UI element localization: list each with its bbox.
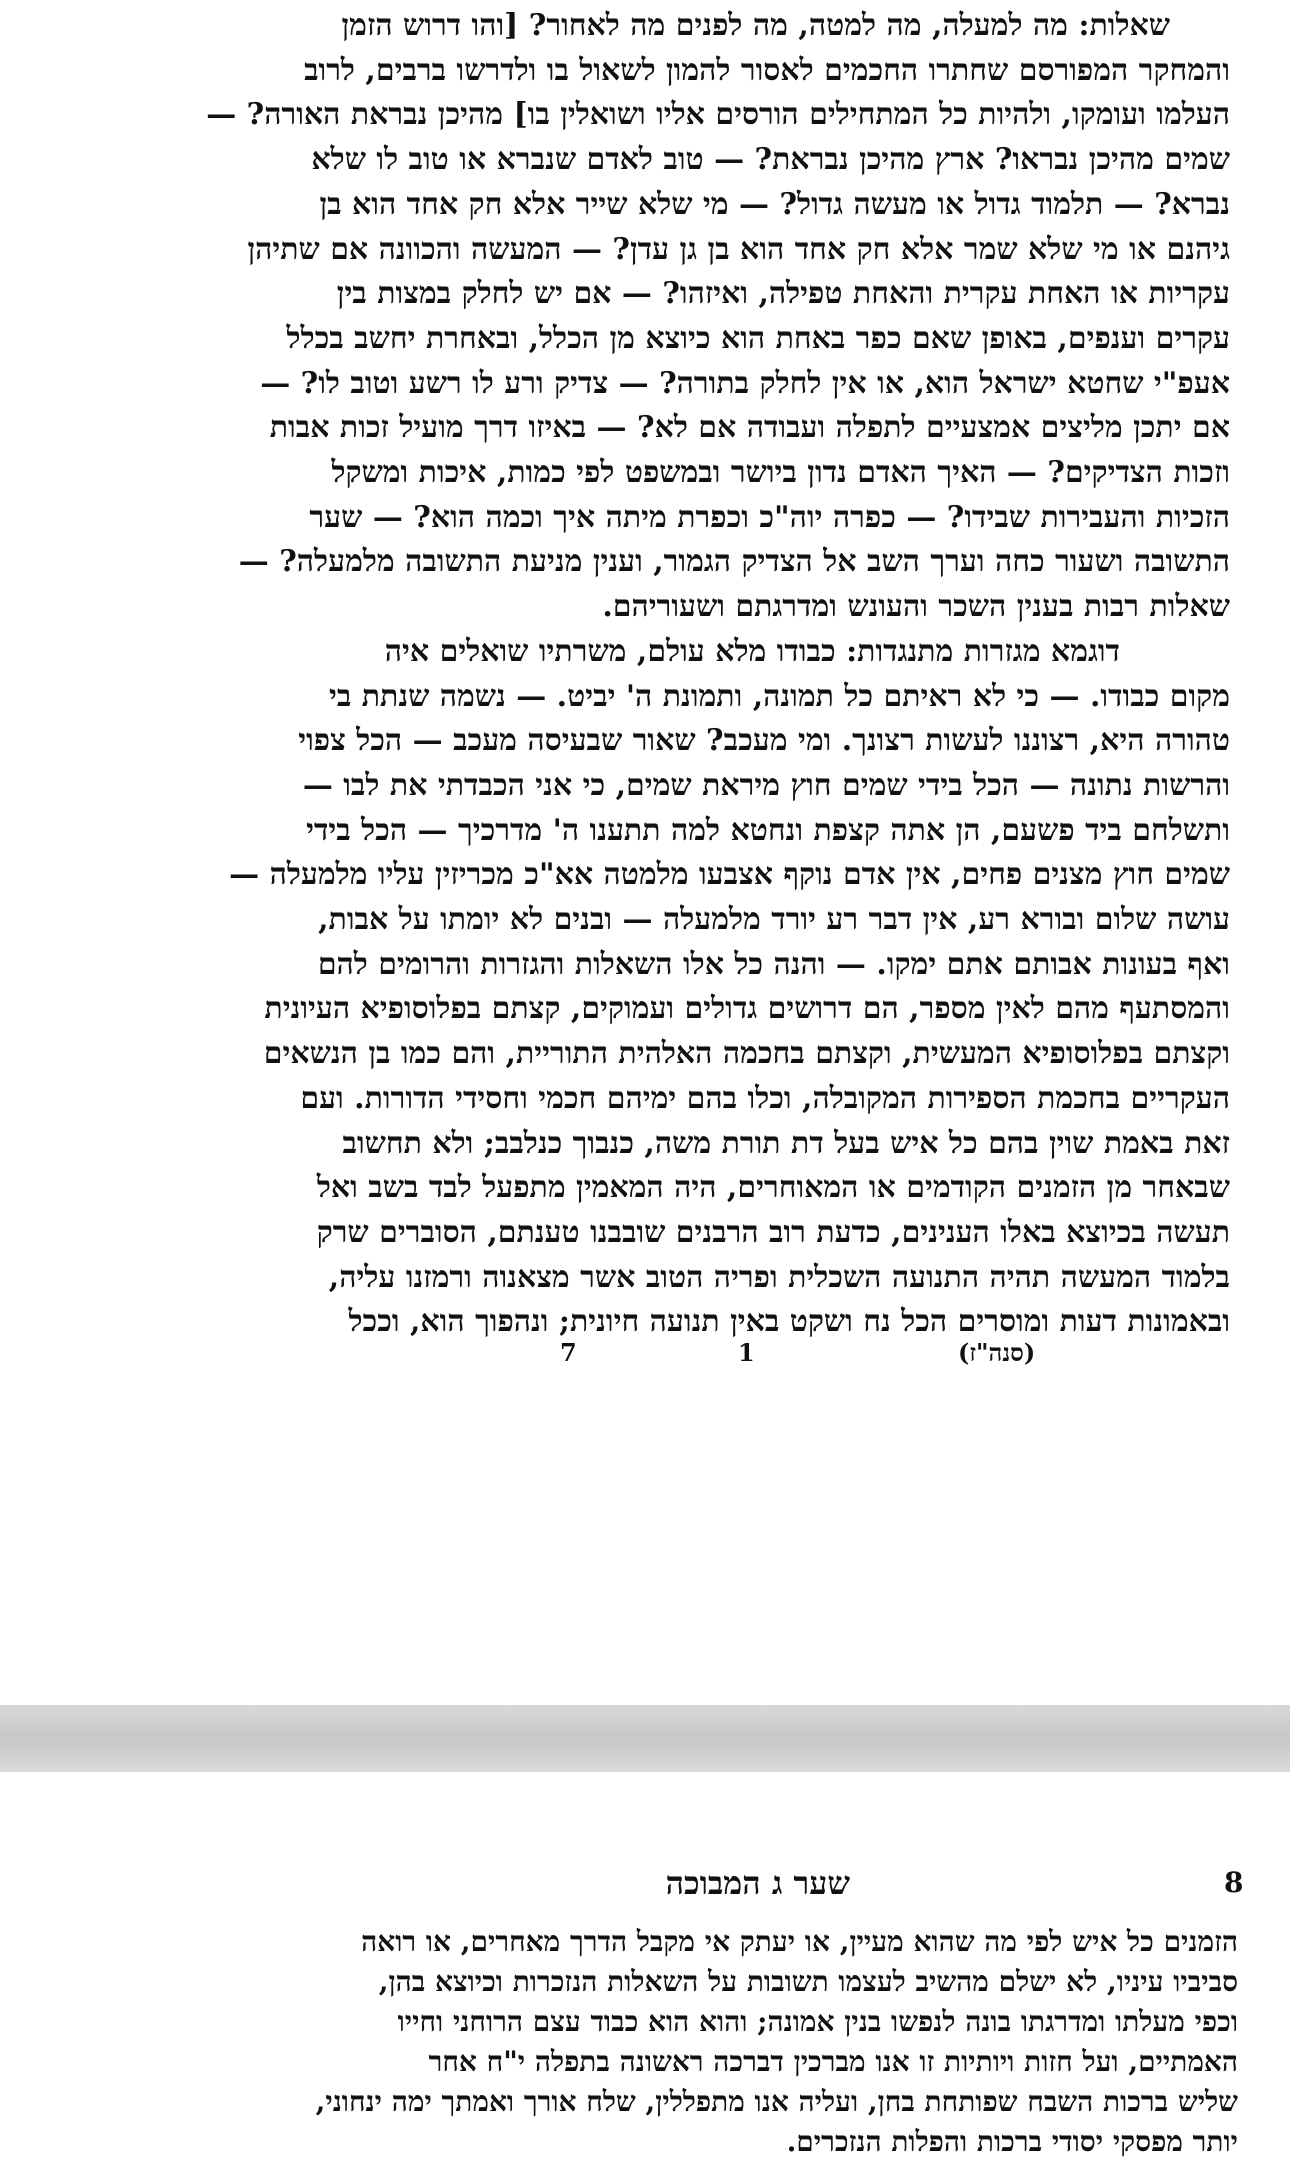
page-separator bbox=[0, 1705, 1290, 1772]
text-line: סביביו עיניו, לא ישלם מהשיב לעצמו תשובות על השאלות הנזכרות וכיוצא בהן, bbox=[378, 1965, 1238, 1998]
text-line: שמים מהיכן נבראו? ארץ מהיכן נבראת? — טוב לאדם שנברא או טוב לו שלא bbox=[311, 142, 1230, 178]
page-footer bbox=[0, 1338, 1290, 1378]
text-line: שבאחר מן הזמנים הקודמים או המאוחרים, היה המאמין מתפעל לבד בשב ואל bbox=[316, 1170, 1230, 1206]
upper-page-body bbox=[28, 4, 1230, 1345]
lower-page-body bbox=[120, 1922, 1238, 2162]
text-line: וכפי מעלתו ומדרגתו בונה לנפשו בנין אמונה; והוא הוא כבוד עצם הרוחני וחייו bbox=[397, 2005, 1238, 2038]
text-line: והמסתעף מהם לאין מספר, הם דרושים גדולים ועמוקים, קצתם בפלוסופיא העיונית bbox=[264, 991, 1230, 1027]
text-line: נברא? — תלמוד גדול או מעשה גדול? — מי שלא שייר אלא חק אחד הוא בן bbox=[319, 186, 1230, 222]
text-line: האמתיים, ועל חזות ויותיות זו אנו מברכין דברכה ראשונה בתפלה י"ח אחר bbox=[428, 2045, 1238, 2078]
text-line: שמים חוץ מצנים פחים, אין אדם נוקף אצבעו מלמטה אא"כ מכריזין עליו מלמעלה — bbox=[229, 857, 1230, 893]
text-line: ותשלחם ביד פשעם, הן אתה קצפת ונחטא למה תתענו ה' מדרכיך — הכל בידי bbox=[306, 812, 1230, 848]
page-mark: 7 bbox=[560, 1338, 577, 1367]
text-line: אעפ"י שחטא ישראל הוא, או אין לחלק בתורה? — צדיק ורע לו רשע וטוב לו? — bbox=[260, 365, 1230, 401]
lower-page bbox=[0, 1772, 1290, 2165]
text-line: תעשה בכיוצא באלו הענינים, כדעת רוב הרבנים שובבנו טענתם, הסוברים שרק bbox=[316, 1214, 1230, 1250]
text-line: והמחקר המפורסם שחתרו החכמים לאסור להמון לשאול בו ולדרשו ברבים, לרוב bbox=[304, 52, 1230, 88]
text-line: התשובה ושעור כחה וערך השב אל הצדיק הגמור, וענין מניעת התשובה מלמעלה? — bbox=[238, 544, 1230, 580]
page-header bbox=[0, 1864, 1290, 1912]
text-line: יותר מפסקי יסודי ברכות והפלות הנזכרים. bbox=[786, 2125, 1238, 2158]
footer-note: (סנה"ז) bbox=[958, 1338, 1036, 1367]
text-line: הזמנים כל איש לפי מה שהוא מעיין, או יעתק אי מקבל הדרך מאחרים, או רואה bbox=[361, 1925, 1238, 1958]
text-line: עושה שלום ובורא רע, אין דבר רע יורד מלמעלה — ובנים לא יומתו על אבות, bbox=[318, 902, 1230, 938]
text-line: בלמוד המעשה תהיה התנועה השכלית ופריה הטוב אשר מצאנוה ורמזנו עליה, bbox=[328, 1259, 1230, 1295]
text-line: עקרים וענפים, באופן שאם כפר באחת הוא כיוצא מן הכלל, ובאחרת יחשב בכלל bbox=[286, 320, 1230, 356]
text-line: ובאמונות דעות ומוסרים הכל נח ושקט באין תנועה חיונית; ונהפוך הוא, וככל bbox=[348, 1304, 1230, 1340]
text-line: טהורה היא, רצוננו לעשות רצונך. ומי מעכב? שאור שבעיסה מעכב — הכל צפוי bbox=[298, 723, 1230, 759]
text-line: אם יתכן מליצים אמצעיים לתפלה ועבודה אם לא? — באיזו דרך מועיל זכות אבות bbox=[269, 410, 1230, 446]
text-line: ואף בעונות אבותם אתם ימקו. — והנה כל אלו השאלות והגזרות והרומים להם bbox=[317, 946, 1230, 982]
text-line: וזכות הצדיקים? — האיך האדם נדון ביושר ובמשפט לפי כמות, איכות ומשקל bbox=[331, 455, 1230, 491]
text-line: שאלות: מה למעלה, מה למטה, מה לפנים מה לאחור? [והו דרוש הזמן bbox=[341, 8, 1170, 43]
text-line: העלמו ועומקו, ולהיות כל המתחילים הורסים אליו ושואלין בו] מהיכן נבראת האורה? — bbox=[206, 97, 1230, 133]
text-line: דוגמא מגזרות מתנגדות: כבודו מלא עולם, משרתיו שואלים איה bbox=[384, 633, 1120, 669]
text-line: שליש ברכות השבח שפותחת בחן, ועליה אנו מתפללין, שלח אורך ואמתך ימה ינחוני, bbox=[315, 2085, 1238, 2118]
text-line: עקריות או האחת עקרית והאחת טפילה, ואיזהו? — אם יש לחלק במצות בין bbox=[336, 276, 1230, 312]
text-line: וקצתם בפלוסופיא המעשית, וקצתם בחכמה האלהית התוריית, והם כמו בן הנשאים bbox=[263, 1036, 1230, 1072]
text-line: זאת באמת שוין בהם כל איש בעל דת תורת משה, כנבוך כנלבב; ולא תחשוב bbox=[342, 1125, 1230, 1161]
text-line: שאלות רבות בענין השכר והעונש ומדרגתם ושעוריהם. bbox=[602, 589, 1230, 625]
page-number: 8 bbox=[1224, 1866, 1244, 1899]
text-line: העקריים בחכמת הספירות המקובלה, וכלו בהם ימיהם חכמי וחסידי הדורות. ועם bbox=[300, 1080, 1230, 1116]
running-title: שער ג המבוכה bbox=[665, 1864, 850, 1902]
text-line: הזכיות והעבירות שבידו? — כפרה יוה"כ וכפרת מיתה איך וכמה הוא? — שער bbox=[309, 499, 1230, 535]
signature-mark: 1 bbox=[738, 1338, 755, 1367]
text-line: מקום כבודו. — כי לא ראיתם כל תמונה, ותמונת ה' יביט. — נשמה שנתת בי bbox=[328, 678, 1230, 714]
text-line: גיהנם או מי שלא שמר אלא חק אחד הוא בן גן עדן? — המעשה והכוונה אם שתיהן bbox=[247, 231, 1230, 267]
text-line: והרשות נתונה — הכל בידי שמים חוץ מיראת שמים, כי אני הכבדתי את לבו — bbox=[302, 767, 1230, 803]
